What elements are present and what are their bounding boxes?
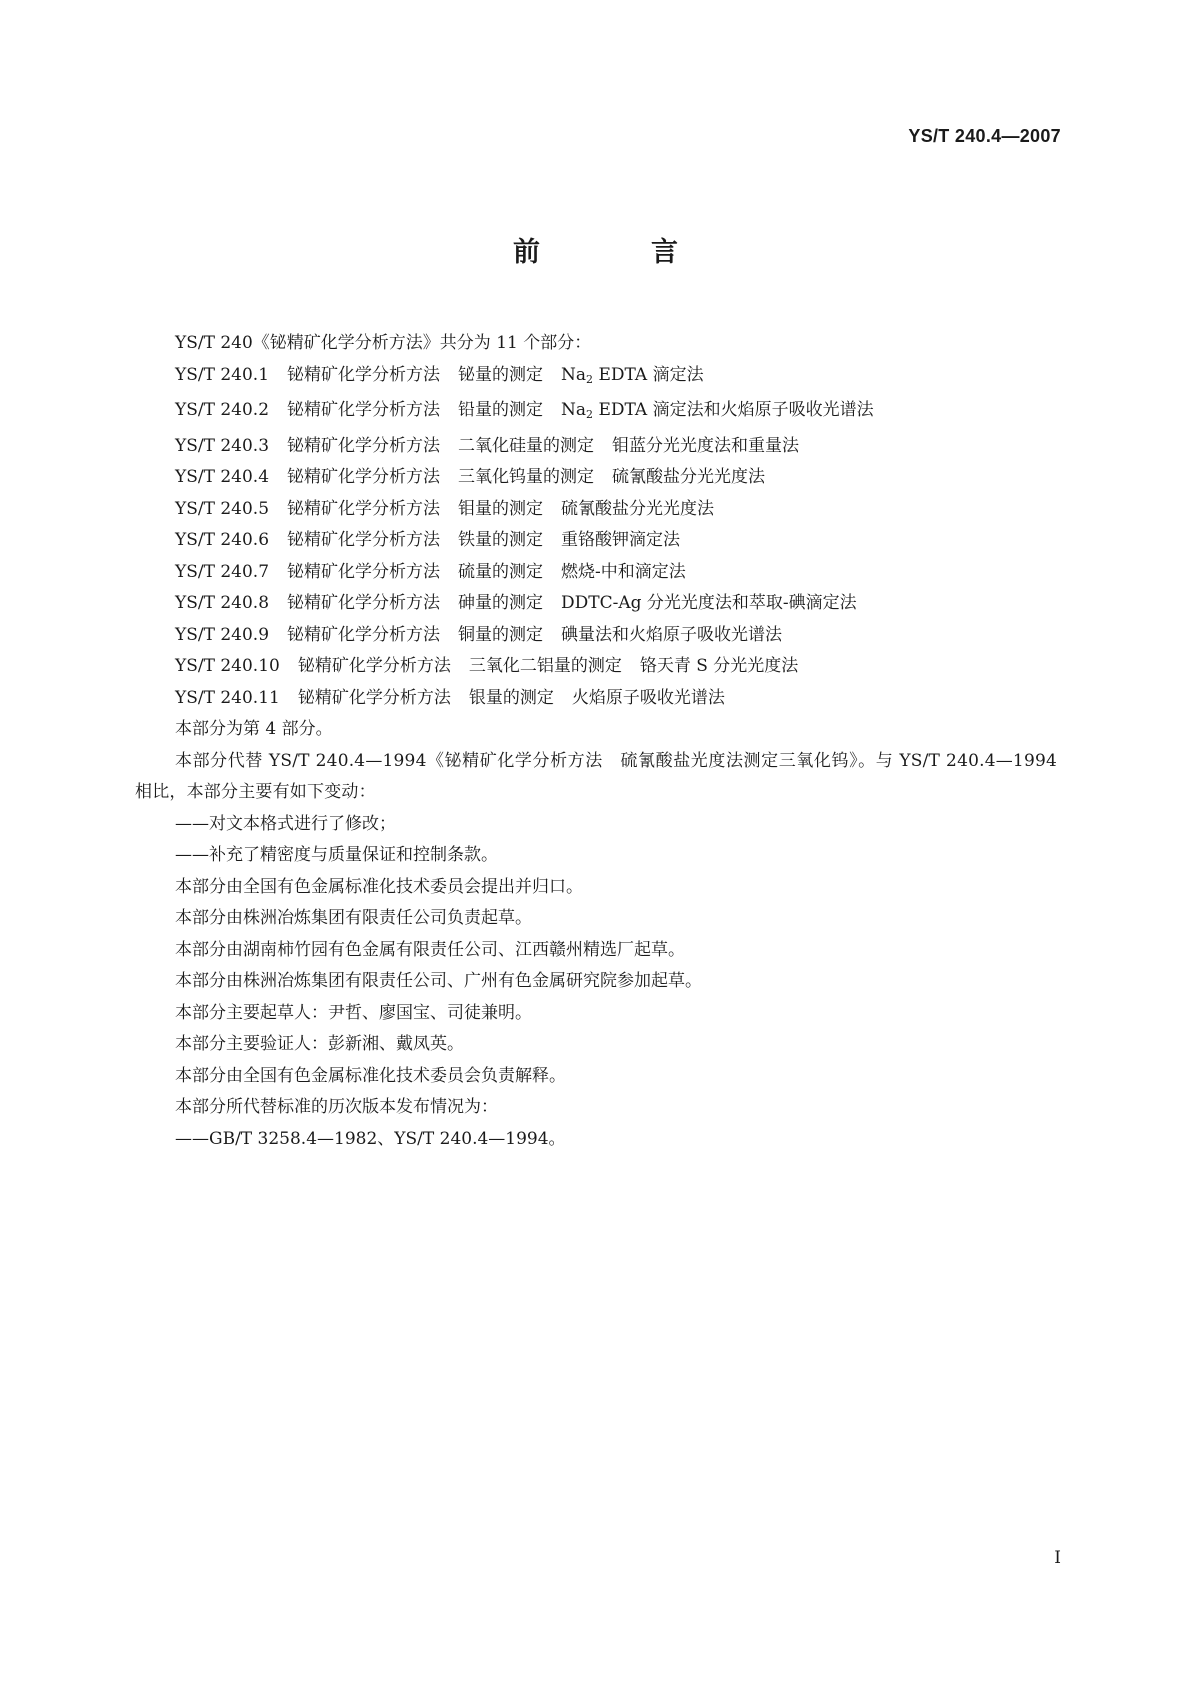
statement-main-drafters: 本部分主要起草人：尹哲、廖国宝、司徒兼明。 [175,1002,532,1023]
part-list-item [135,651,1057,683]
part-item: 二氧化硅量的测定 [458,435,595,456]
part-list-item [135,525,1057,557]
part-method-prefix: Na [561,364,587,385]
part-method: 重铬酸钾滴定法 [561,530,681,550]
part-list-item [135,494,1057,526]
part-method: 钼蓝分光光度法和重量法 [612,435,800,456]
part-item: 铋量的测定 [458,364,544,385]
part-name: 铋精矿化学分析方法 [287,624,441,645]
parts-list [135,360,1057,715]
part-code: YS/T 240.2 [175,400,270,420]
part-method: EDTA 滴定法和火焰原子吸收光谱法 [598,400,874,420]
part-name: 铋精矿化学分析方法 [297,656,451,676]
part-name: 铋精矿化学分析方法 [287,530,441,550]
part-item: 铜量的测定 [458,624,544,645]
part-code: YS/T 240.7 [175,561,270,582]
part-method: 铬天青 S 分光光度法 [639,656,799,676]
part-list-item [135,683,1057,715]
page-number: I [1054,1548,1061,1568]
part-name: 铋精矿化学分析方法 [287,435,441,456]
statement-history-intro: 本部分所代替标准的历次版本发布情况为： [175,1097,498,1117]
part-method: EDTA 滴定法 [598,364,704,385]
part-list-item [135,588,1057,620]
part-item: 钼量的测定 [458,498,544,519]
part-name: 铋精矿化学分析方法 [287,593,441,613]
part-list-item [135,395,1057,431]
history-item: ——GB/T 3258.4—1982、YS/T 240.4—1994。 [175,1128,566,1149]
part-item: 砷量的测定 [458,593,544,613]
part-code: YS/T 240.4 [175,467,270,487]
statement-participant: 本部分由株洲冶炼集团有限责任公司、广州有色金属研究院参加起草。 [175,971,702,991]
part-method: 火焰原子吸收光谱法 [571,687,725,708]
change-item: ——补充了精密度与质量保证和控制条款。 [175,845,498,865]
statement-drafter: 本部分由湖南柿竹园有色金属有限责任公司、江西赣州精选厂起草。 [175,939,685,960]
part-code: YS/T 240.11 [175,687,280,708]
part-item: 银量的测定 [468,687,554,708]
part-item: 铁量的测定 [458,530,544,550]
part-name: 铋精矿化学分析方法 [287,467,441,487]
statement-responsible-drafter: 本部分由株洲冶炼集团有限责任公司负责起草。 [175,908,532,928]
part-name: 铋精矿化学分析方法 [287,498,441,519]
part-code: YS/T 240.5 [175,498,270,519]
part-method: 硫氰酸盐分光光度法 [561,498,715,519]
intro-paragraph: YS/T 240《铋精矿化学分析方法》共分为 11 个部分： [175,333,592,353]
part-method: DDTC-Ag 分光光度法和萃取-碘滴定法 [561,593,857,613]
part-item: 三氧化钨量的测定 [458,467,595,487]
part-method: 燃烧-中和滴定法 [561,561,686,582]
part-method-subscript: 2 [586,372,594,386]
part-list-item [135,360,1057,396]
standard-number: YS/T 240.4—2007 [908,126,1061,146]
part-code: YS/T 240.8 [175,593,270,613]
part-list-item [135,557,1057,589]
statement-interpretation: 本部分由全国有色金属标准化技术委员会负责解释。 [175,1065,566,1086]
part-code: YS/T 240.1 [175,364,270,385]
part-item: 铅量的测定 [458,400,544,420]
part-method: 硫氰酸盐分光光度法 [612,467,766,487]
part-item: 三氧化二铝量的测定 [468,656,622,676]
part-method: 碘量法和火焰原子吸收光谱法 [561,624,783,645]
part-name: 铋精矿化学分析方法 [287,561,441,582]
change-item: ——对文本格式进行了修改； [175,813,396,834]
part-method-subscript: 2 [586,408,594,421]
statement-proposer: 本部分由全国有色金属标准化技术委员会提出并归口。 [175,876,583,897]
statement-verifiers: 本部分主要验证人：彭新湘、戴凤英。 [175,1034,464,1054]
part-list-item [135,620,1057,652]
part-code: YS/T 240.3 [175,435,270,456]
part-list-item [135,462,1057,494]
document-body [135,328,1057,1155]
part-code: YS/T 240.9 [175,624,270,645]
replace-statement: 本部分代替 YS/T 240.4—1994《铋精矿化学分析方法 硫氰酸盐光度法测定三氧化钨》。与 YS/T 240.4—1994 相比，本部分主要有如下变动： [135,750,1057,802]
part-list-item [135,431,1057,463]
part-code: YS/T 240.6 [175,530,270,550]
part-statement: 本部分为第 4 部分。 [175,719,333,739]
part-name: 铋精矿化学分析方法 [287,400,441,420]
part-name: 铋精矿化学分析方法 [297,687,451,708]
part-name: 铋精矿化学分析方法 [287,364,441,385]
part-item: 硫量的测定 [458,561,544,582]
page-title: 前 言 [513,237,720,268]
part-code: YS/T 240.10 [175,656,280,676]
part-method-prefix: Na [561,400,587,420]
